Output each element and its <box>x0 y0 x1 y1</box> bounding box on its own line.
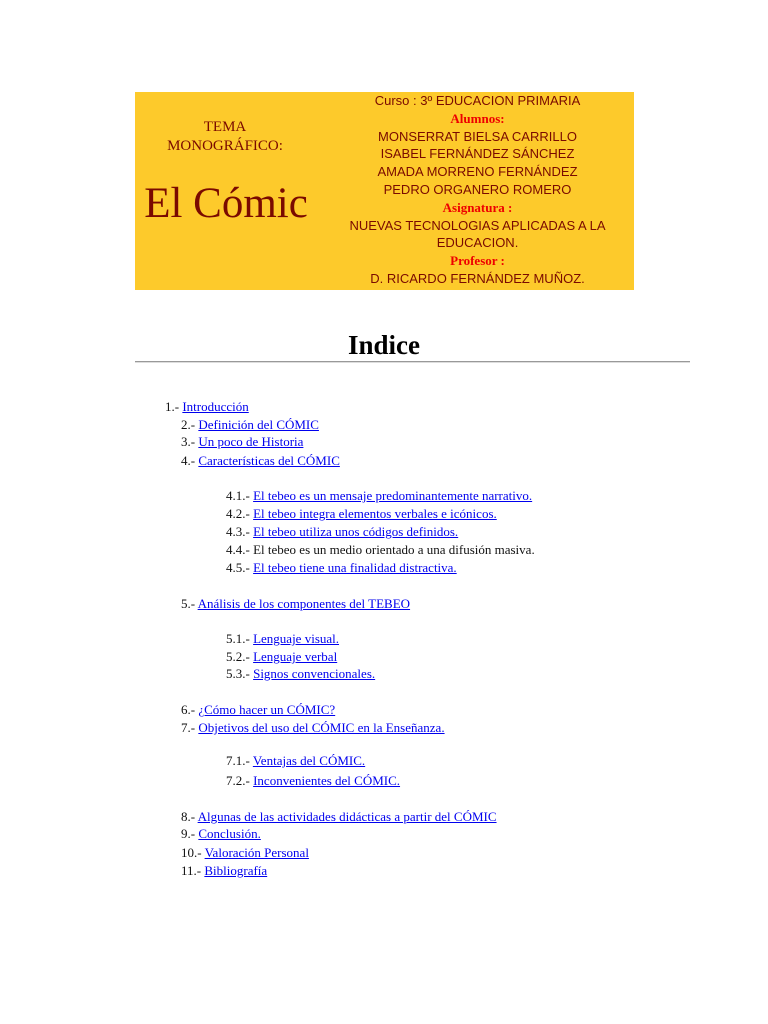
alumnos-label: Alumnos: <box>450 110 505 126</box>
tema-line2: MONOGRÁFICO: <box>167 138 283 154</box>
toc-link[interactable]: Valoración Personal <box>204 845 309 860</box>
alumno-name: PEDRO ORGANERO ROMERO <box>383 181 572 197</box>
toc-item <box>181 862 267 879</box>
toc-item <box>181 808 497 825</box>
toc-item-number: 7.1.- <box>226 753 253 768</box>
toc-link[interactable]: Un poco de Historia <box>198 434 304 449</box>
toc-item <box>181 719 445 736</box>
toc-item <box>165 398 249 415</box>
toc-link[interactable]: Introducción <box>182 399 249 414</box>
toc-item-number: 2.- <box>181 417 199 432</box>
toc-item-number: 5.3.- <box>226 666 254 681</box>
toc-item-number: 1.- <box>165 399 183 414</box>
toc-item <box>181 825 261 842</box>
alumno-name: MONSERRAT BIELSA CARRILLO <box>378 128 577 144</box>
toc-item-number: 8.- <box>181 809 198 824</box>
profesor-name: D. RICARDO FERNÁNDEZ MUÑOZ. <box>370 270 585 286</box>
divider <box>135 361 690 363</box>
toc-item <box>226 648 337 665</box>
toc-item-number: 5.1.- <box>226 631 254 646</box>
toc-link[interactable]: El tebeo tiene una finalidad distractiva. <box>253 560 457 575</box>
toc-item <box>226 772 400 789</box>
toc-item <box>226 523 458 540</box>
toc-link[interactable]: ¿Cómo hacer un CÓMIC? <box>198 702 336 717</box>
toc-item-number: 4.1.- <box>226 488 254 503</box>
indice-heading: Indice <box>347 330 420 360</box>
toc-item <box>226 665 375 682</box>
toc-link[interactable]: Signos convencionales. <box>253 666 376 681</box>
toc-item-number: 10.- <box>181 845 205 860</box>
toc-item-number: 4.- <box>181 453 199 468</box>
asignatura-label: Asignatura : <box>442 199 513 215</box>
toc-item-number: 4.4.- <box>226 542 254 557</box>
asignatura-line1: NUEVAS TECNOLOGIAS APLICADAS A LA <box>349 217 606 233</box>
toc-item-number: 4.5.- <box>226 560 254 575</box>
toc-link[interactable]: Definición del CÓMIC <box>198 417 319 432</box>
profesor-label: Profesor : <box>450 253 505 269</box>
toc-item <box>181 433 303 450</box>
toc-item <box>226 630 339 647</box>
toc-link[interactable]: Lenguaje verbal <box>253 649 338 664</box>
toc-item <box>226 505 497 522</box>
alumno-name: ISABEL FERNÁNDEZ SÁNCHEZ <box>380 146 575 162</box>
toc-item-text: El tebeo es un medio orientado a una difusión masiva. <box>253 542 535 557</box>
header-box <box>135 92 634 290</box>
course-info <box>325 92 630 288</box>
toc-link[interactable]: El tebeo es un mensaje predominantemente narrativo. <box>253 488 533 503</box>
toc-link[interactable]: Algunas de las actividades didácticas a partir del CÓMIC <box>197 809 497 824</box>
curso-text: Curso : 3º EDUCACION PRIMARIA <box>374 93 581 108</box>
toc-item-number: 3.- <box>181 434 199 449</box>
toc-link[interactable]: Ventajas del CÓMIC. <box>252 753 366 768</box>
page-title: El Cómic <box>144 180 308 227</box>
toc-item <box>181 701 335 718</box>
toc-item <box>181 452 340 469</box>
toc-item-number: 11.- <box>181 863 205 878</box>
toc-link[interactable]: El tebeo utiliza unos códigos definidos. <box>253 524 459 539</box>
toc-item <box>181 416 319 433</box>
toc-item-number: 4.3.- <box>226 524 254 539</box>
toc-link[interactable]: Análisis de los componentes del TEBEO <box>197 596 411 611</box>
toc-item-number: 5.- <box>181 596 198 611</box>
tema-line1: TEMA <box>203 119 247 135</box>
toc-item-number: 6.- <box>181 702 199 717</box>
toc-link[interactable]: El tebeo integra elementos verbales e icónicos. <box>253 506 497 521</box>
toc-item <box>226 541 535 558</box>
toc-item-number: 5.2.- <box>226 649 254 664</box>
toc-item <box>226 752 365 769</box>
toc-item <box>226 487 532 504</box>
toc-item-number: 4.2.- <box>226 506 254 521</box>
toc-item-number: 9.- <box>181 826 199 841</box>
toc-item <box>226 559 457 576</box>
toc-item <box>181 595 410 612</box>
toc-link[interactable]: Lenguaje visual. <box>253 631 340 646</box>
tema-label <box>135 118 315 156</box>
toc-link[interactable]: Objetivos del uso del CÓMIC en la Enseñanza. <box>198 720 445 735</box>
toc-link[interactable]: Características del CÓMIC <box>198 453 340 468</box>
toc-item-number: 7.2.- <box>226 773 254 788</box>
toc-item <box>181 844 309 861</box>
toc-link[interactable]: Bibliografía <box>204 863 268 878</box>
asignatura-line2: EDUCACION. <box>436 235 519 251</box>
toc-link[interactable]: Inconvenientes del CÓMIC. <box>253 773 401 788</box>
alumno-name: AMADA MORRENO FERNÁNDEZ <box>377 164 578 180</box>
toc-link[interactable]: Conclusión. <box>198 826 261 841</box>
toc-item-number: 7.- <box>181 720 199 735</box>
